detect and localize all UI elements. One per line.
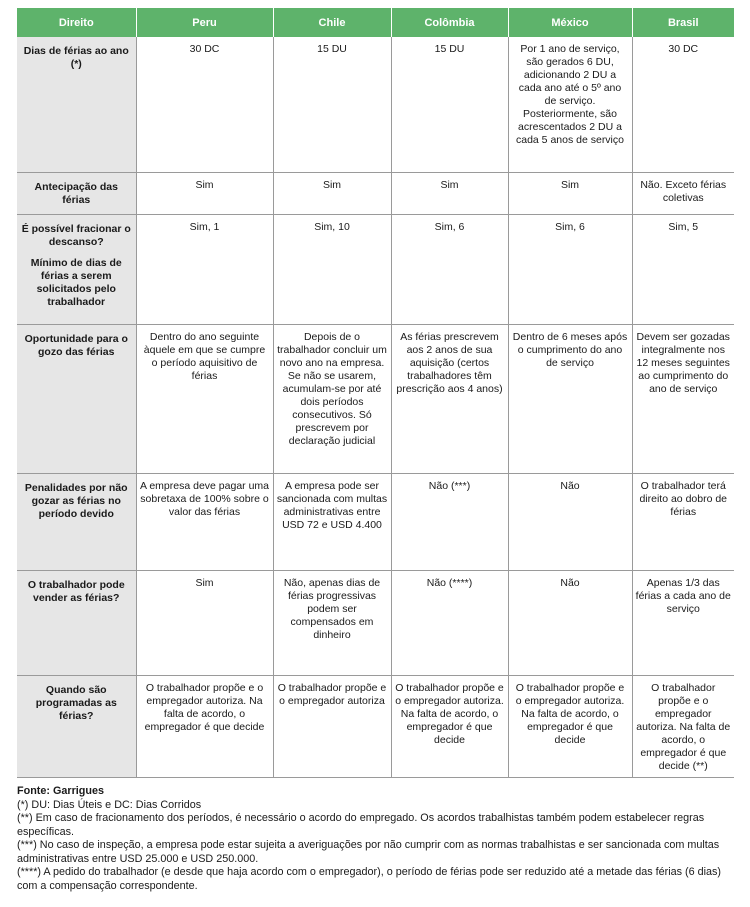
table-row [17, 570, 734, 675]
row-label: Penalidades por não gozar as férias no período devido [17, 473, 136, 570]
header-brasil: Brasil [632, 8, 734, 37]
header-mexico: México [508, 8, 632, 37]
header-colombia: Colômbia [391, 8, 508, 37]
cell-mexico: Não [508, 473, 632, 570]
vacation-rights-table-container [17, 8, 734, 778]
cell-mexico: O trabalhador propõe e o empregador autoriza. Na falta de acordo, o empregador é que decide [508, 675, 632, 777]
footnote: (**) Em caso de fracionamento dos períodos, é necessário o acordo do empregado. Os acordos trabalhistas também podem estabelecer regras específicas. [17, 812, 705, 838]
cell-brasil: Apenas 1/3 das férias a cada ano de serviço [632, 570, 734, 675]
cell-brasil: Devem ser gozadas integralmente nos 12 meses seguintes ao cumprimento do ano de serviço [632, 324, 734, 473]
cell-colombia: As férias prescrevem aos 2 anos de sua aquisição (certos trabalhadores têm prescrição aos 4 anos) [391, 324, 508, 473]
header-chile: Chile [273, 8, 391, 37]
cell-chile: O trabalhador propõe e o empregador autoriza [273, 675, 391, 777]
header-direito: Direito [17, 8, 136, 37]
cell-chile: A empresa pode ser sancionada com multas administrativas entre USD 72 e USD 4.400 [273, 473, 391, 570]
cell-peru: Sim [136, 172, 273, 214]
cell-chile: Sim [273, 172, 391, 214]
row-label: Quando são programadas as férias? [17, 675, 136, 777]
footnote: (*) DU: Dias Úteis e DC: Dias Corridos [17, 798, 202, 811]
row-label: Dias de férias ao ano (*) [17, 37, 136, 172]
cell-colombia: O trabalhador propõe e o empregador autoriza. Na falta de acordo, o empregador é que decide [391, 675, 508, 777]
table-row [17, 214, 734, 324]
vacation-rights-table [17, 8, 734, 778]
table-row [17, 473, 734, 570]
cell-brasil: 30 DC [632, 37, 734, 172]
cell-colombia: Não (***) [391, 473, 508, 570]
footnotes [17, 785, 734, 893]
table-row [17, 675, 734, 777]
cell-chile: Depois de o trabalhador concluir um novo ano na empresa. Se não se usarem, acumulam-se por até dois períodos consecutivos. Só prescrevem por declaração judicial [273, 324, 391, 473]
table-row [17, 324, 734, 473]
cell-chile: Sim, 10 [273, 214, 391, 324]
cell-mexico: Sim [508, 172, 632, 214]
table-row [17, 37, 734, 172]
cell-peru: Sim [136, 570, 273, 675]
cell-mexico: Dentro de 6 meses após o cumprimento do ano de serviço [508, 324, 632, 473]
table-row [17, 172, 734, 214]
footnote: (****) A pedido do trabalhador (e desde que haja acordo com o empregador), o período de férias pode ser reduzido até a metade das férias (6 dias) com a compensação correspondente. [17, 866, 722, 892]
cell-peru: Sim, 1 [136, 214, 273, 324]
cell-peru: 30 DC [136, 37, 273, 172]
row-sublabel: Mínimo de dias de férias a serem solicitados pelo trabalhador [30, 256, 122, 308]
cell-peru: O trabalhador propõe e o empregador autoriza. Na falta de acordo, o empregador é que decide [136, 675, 273, 777]
cell-brasil: Sim, 5 [632, 214, 734, 324]
cell-chile: 15 DU [273, 37, 391, 172]
cell-chile: Não, apenas dias de férias progressivas podem ser compensados em dinheiro [273, 570, 391, 675]
source-note: Fonte: Garrigues [17, 785, 104, 797]
cell-colombia: 15 DU [391, 37, 508, 172]
table-header-row [17, 8, 734, 37]
cell-mexico: Por 1 ano de serviço, são gerados 6 DU, adicionando 2 DU a cada ano até o 5º ano de serviço. Posteriormente, são acrescentados 2 DU a cada 5 anos de serviço [508, 37, 632, 172]
cell-mexico: Sim, 6 [508, 214, 632, 324]
row-label-cell [17, 214, 136, 324]
cell-brasil: O trabalhador propõe e o empregador autoriza. Na falta de acordo, o empregador é que decide (**) [632, 675, 734, 777]
row-label: Antecipação das férias [17, 172, 136, 214]
cell-colombia: Não (****) [391, 570, 508, 675]
cell-mexico: Não [508, 570, 632, 675]
cell-colombia: Sim [391, 172, 508, 214]
cell-peru: Dentro do ano seguinte àquele em que se cumpre o período aquisitivo de férias [136, 324, 273, 473]
footnote: (***) No caso de inspeção, a empresa pode estar sujeita a averiguações por não cumprir com as normas trabalhistas e ser sancionada com multas administrativas entre USD 25.000 e USD 250.000. [17, 839, 720, 865]
cell-brasil: Não. Exceto férias coletivas [632, 172, 734, 214]
header-peru: Peru [136, 8, 273, 37]
cell-colombia: Sim, 6 [391, 214, 508, 324]
cell-brasil: O trabalhador terá direito ao dobro de férias [632, 473, 734, 570]
row-label: É possível fracionar o descanso? [21, 222, 131, 248]
cell-peru: A empresa deve pagar uma sobretaxa de 100% sobre o valor das férias [136, 473, 273, 570]
row-label: O trabalhador pode vender as férias? [17, 570, 136, 675]
row-label: Oportunidade para o gozo das férias [17, 324, 136, 473]
